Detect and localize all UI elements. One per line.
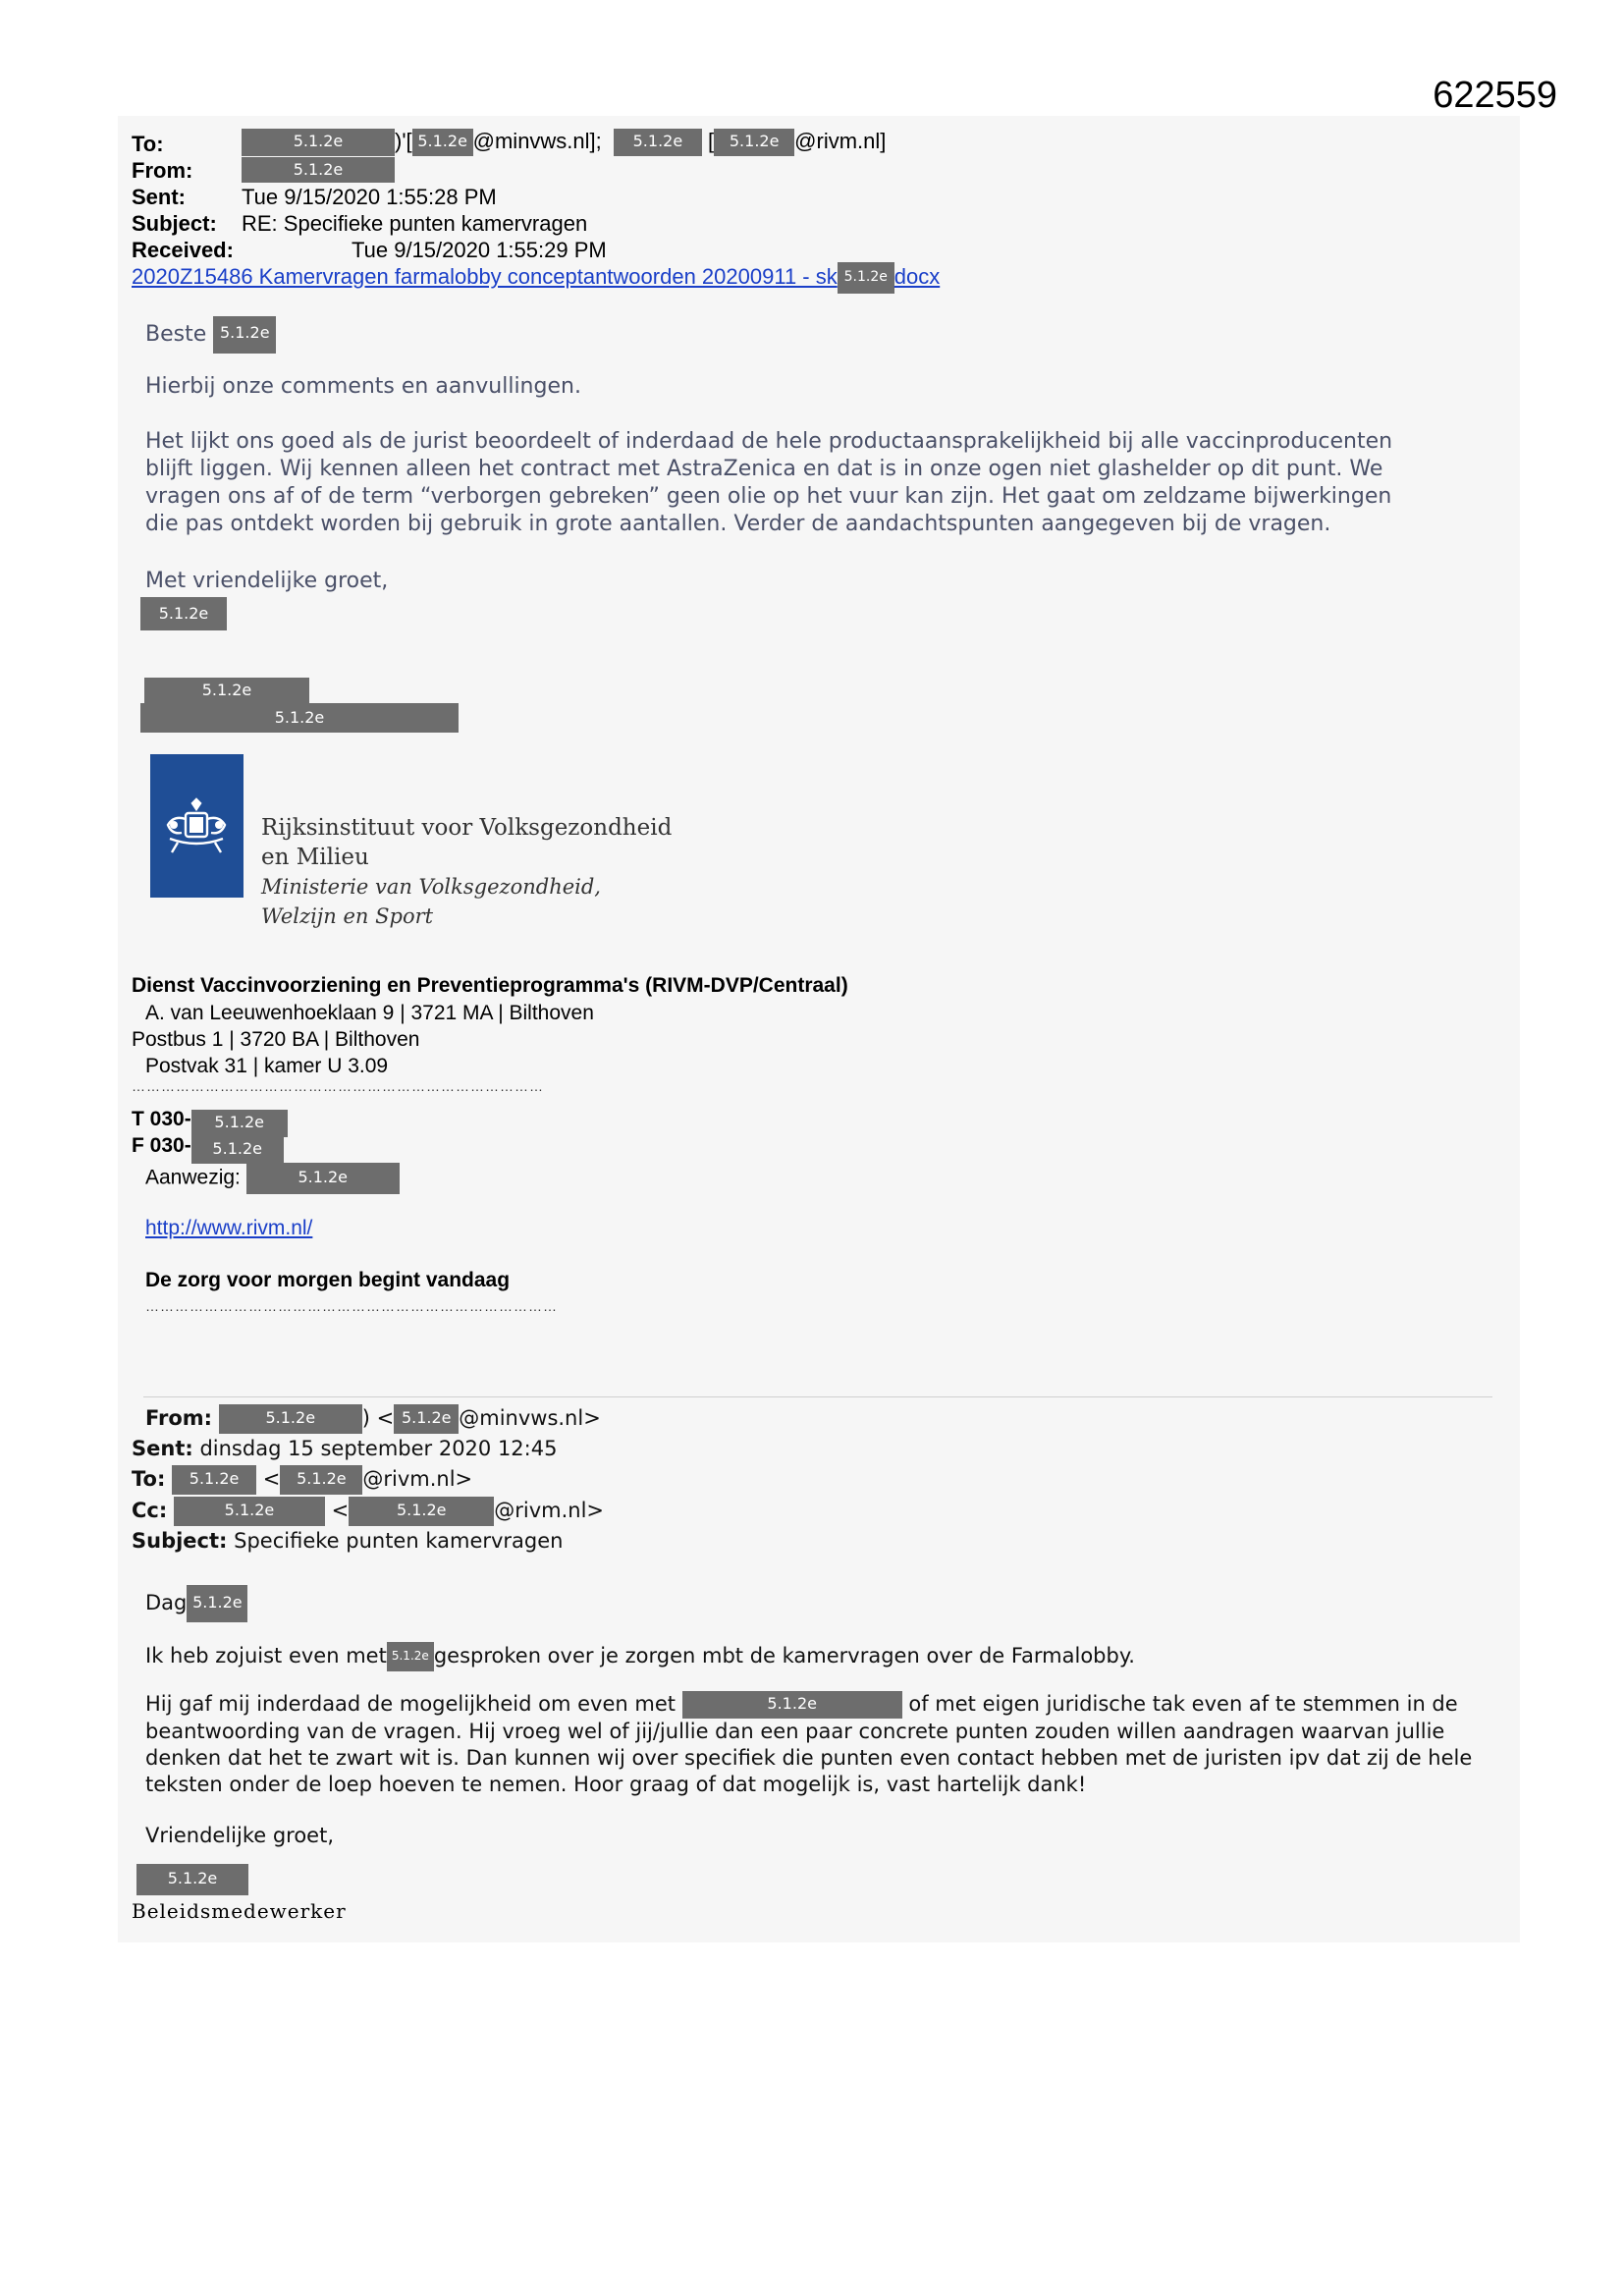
redaction-box: 5.1.2e (614, 129, 702, 156)
redaction-box: 5.1.2e (144, 678, 309, 703)
document-number: 622559 (1433, 75, 1557, 116)
message-divider (143, 1396, 1492, 1397)
sent-value: Tue 9/15/2020 1:55:28 PM (242, 185, 497, 209)
subject-label: Subject: (132, 211, 217, 236)
redaction-box: 5.1.2e (280, 1465, 362, 1495)
redaction-box: 5.1.2e (136, 1864, 248, 1895)
email1-to-row (132, 132, 164, 157)
email1-to-value: 5.1.2e )'[ 5.1.2e @minvws.nl]; 5.1.2e [ 5.1.2e @rivm.nl] (242, 129, 886, 156)
redaction-box: 5.1.2e (682, 1691, 902, 1719)
email1-paragraph-2: Het lijkt ons goed als de jurist beoordeelt of inderdaad de hele productaansprakelijkheid bij alle vaccinproducenten blijft liggen. Wij kennen alleen het contract met AstraZenica en dat is in onze ogen niet glashelder op dit punt. We vragen ons af of de term “verborgen gebreken” geen olie op het vuur kan zijn. Het gaat om zeldzame bijwerkingen die pas ontdekt worden bij gebruik in grote aantallen. Verder de aandachtspunten aangegeven bij de vragen. (145, 429, 1393, 536)
subject-value: RE: Specifieke punten kamervragen (242, 211, 588, 236)
rijksoverheid-logo (150, 754, 244, 898)
redaction-box: 5.1.2e (838, 262, 894, 294)
redaction-box: 5.1.2e (387, 1642, 434, 1671)
email2-paragraph-1: Ik heb zojuist even met 5.1.2e gesproken over je zorgen mbt de kamervragen over de Farmalobby. (145, 1642, 1135, 1671)
redaction-box: 5.1.2e (242, 157, 395, 183)
rivm-website-link[interactable]: http://www.rivm.nl/ (145, 1217, 313, 1239)
redaction-box: 5.1.2e (394, 1404, 459, 1434)
sent-label: Sent: (132, 185, 186, 209)
postvak-line: Postvak 31 | kamer U 3.09 (145, 1055, 389, 1077)
dotted-separator: ………………………………………………………………………… (145, 1298, 558, 1314)
email2-subject-row: Subject: Specifieke punten kamervragen (132, 1529, 564, 1553)
redaction-box: 5.1.2e (714, 129, 794, 156)
to-label: To: (132, 132, 164, 156)
email2-sent-row: Sent: dinsdag 15 september 2020 12:45 (132, 1437, 558, 1460)
phone-t: T 030- 5.1.2e (132, 1108, 288, 1137)
redaction-box: 5.1.2e (242, 129, 395, 156)
redaction-box: 5.1.2e (140, 703, 459, 733)
redaction-box: 5.1.2e (174, 1497, 325, 1526)
email2-greeting: Dag 5.1.2e (145, 1585, 247, 1622)
received-value: Tue 9/15/2020 1:55:29 PM (352, 238, 607, 262)
redaction-box: 5.1.2e (246, 1163, 400, 1194)
redaction-box: 5.1.2e (187, 1585, 247, 1622)
email1-paragraph-1: Hierbij onze comments en aanvullingen. (145, 374, 581, 399)
redaction-box: 5.1.2e (140, 597, 227, 630)
phone-f: F 030- 5.1.2e (132, 1134, 284, 1164)
motto: De zorg voor morgen begint vandaag (145, 1269, 511, 1291)
aanwezig-line: Aanwezig: 5.1.2e (145, 1163, 400, 1194)
crest-icon (150, 754, 244, 898)
redaction-box: 5.1.2e (191, 1110, 288, 1137)
from-label: From: (132, 158, 193, 183)
attachment-link[interactable]: 2020Z15486 Kamervragen farmalobby conceptantwoorden 20200911 - sk 5.1.2e docx (132, 262, 940, 294)
address-line: A. van Leeuwenhoeklaan 9 | 3721 MA | Bilthoven (145, 1002, 594, 1024)
redaction-box: 5.1.2e (349, 1497, 494, 1526)
email2-closing: Vriendelijke groet, (145, 1824, 335, 1847)
redaction-box: 5.1.2e (213, 316, 276, 354)
email1-closing: Met vriendelijke groet, (145, 569, 389, 593)
redaction-box: 5.1.2e (219, 1404, 362, 1434)
email1-greeting: Beste 5.1.2e (145, 316, 276, 354)
email2-cc-row: Cc: 5.1.2e < 5.1.2e @rivm.nl> (132, 1497, 604, 1526)
dotted-separator: ………………………………………………………………………… (132, 1078, 544, 1094)
redaction-box: 5.1.2e (191, 1136, 284, 1164)
email2-paragraph-2: Hij gaf mij inderdaad de mogelijkheid om even met 5.1.2e of met eigen juridische tak even af te stemmen in de beantwoording van de vragen. Hij vroeg wel of jij/jullie dan een paar concrete punten zouden willen aandragen waarvan jullie denken dat het te zwart wit is. Dan kunnen wij over specifiek die punten even contact hebben met de juristen ipv dat zij de hele teksten onder de loep hoeven te nemen. Hoor graag of dat mogelijk is, vast hartelijk dank! (145, 1692, 1473, 1796)
job-title: Beleidsmedewerker (132, 1899, 347, 1923)
postbus-line: Postbus 1 | 3720 BA | Bilthoven (132, 1028, 420, 1051)
email2-from-row: From: 5.1.2e ) < 5.1.2e @minvws.nl> (145, 1404, 601, 1434)
email2-to-row: To: 5.1.2e < 5.1.2e @rivm.nl> (132, 1465, 472, 1495)
received-label: Received: (132, 238, 234, 262)
logo-text: Rijksinstituut voor Volksgezondheid en Milieu Ministerie van Volksgezondheid, Welzijn en Sport (261, 815, 673, 928)
redaction-box: 5.1.2e (172, 1465, 256, 1495)
department-name: Dienst Vaccinvoorziening en Preventieprogramma's (RIVM-DVP/Centraal) (132, 974, 848, 997)
redaction-box: 5.1.2e (412, 129, 473, 156)
